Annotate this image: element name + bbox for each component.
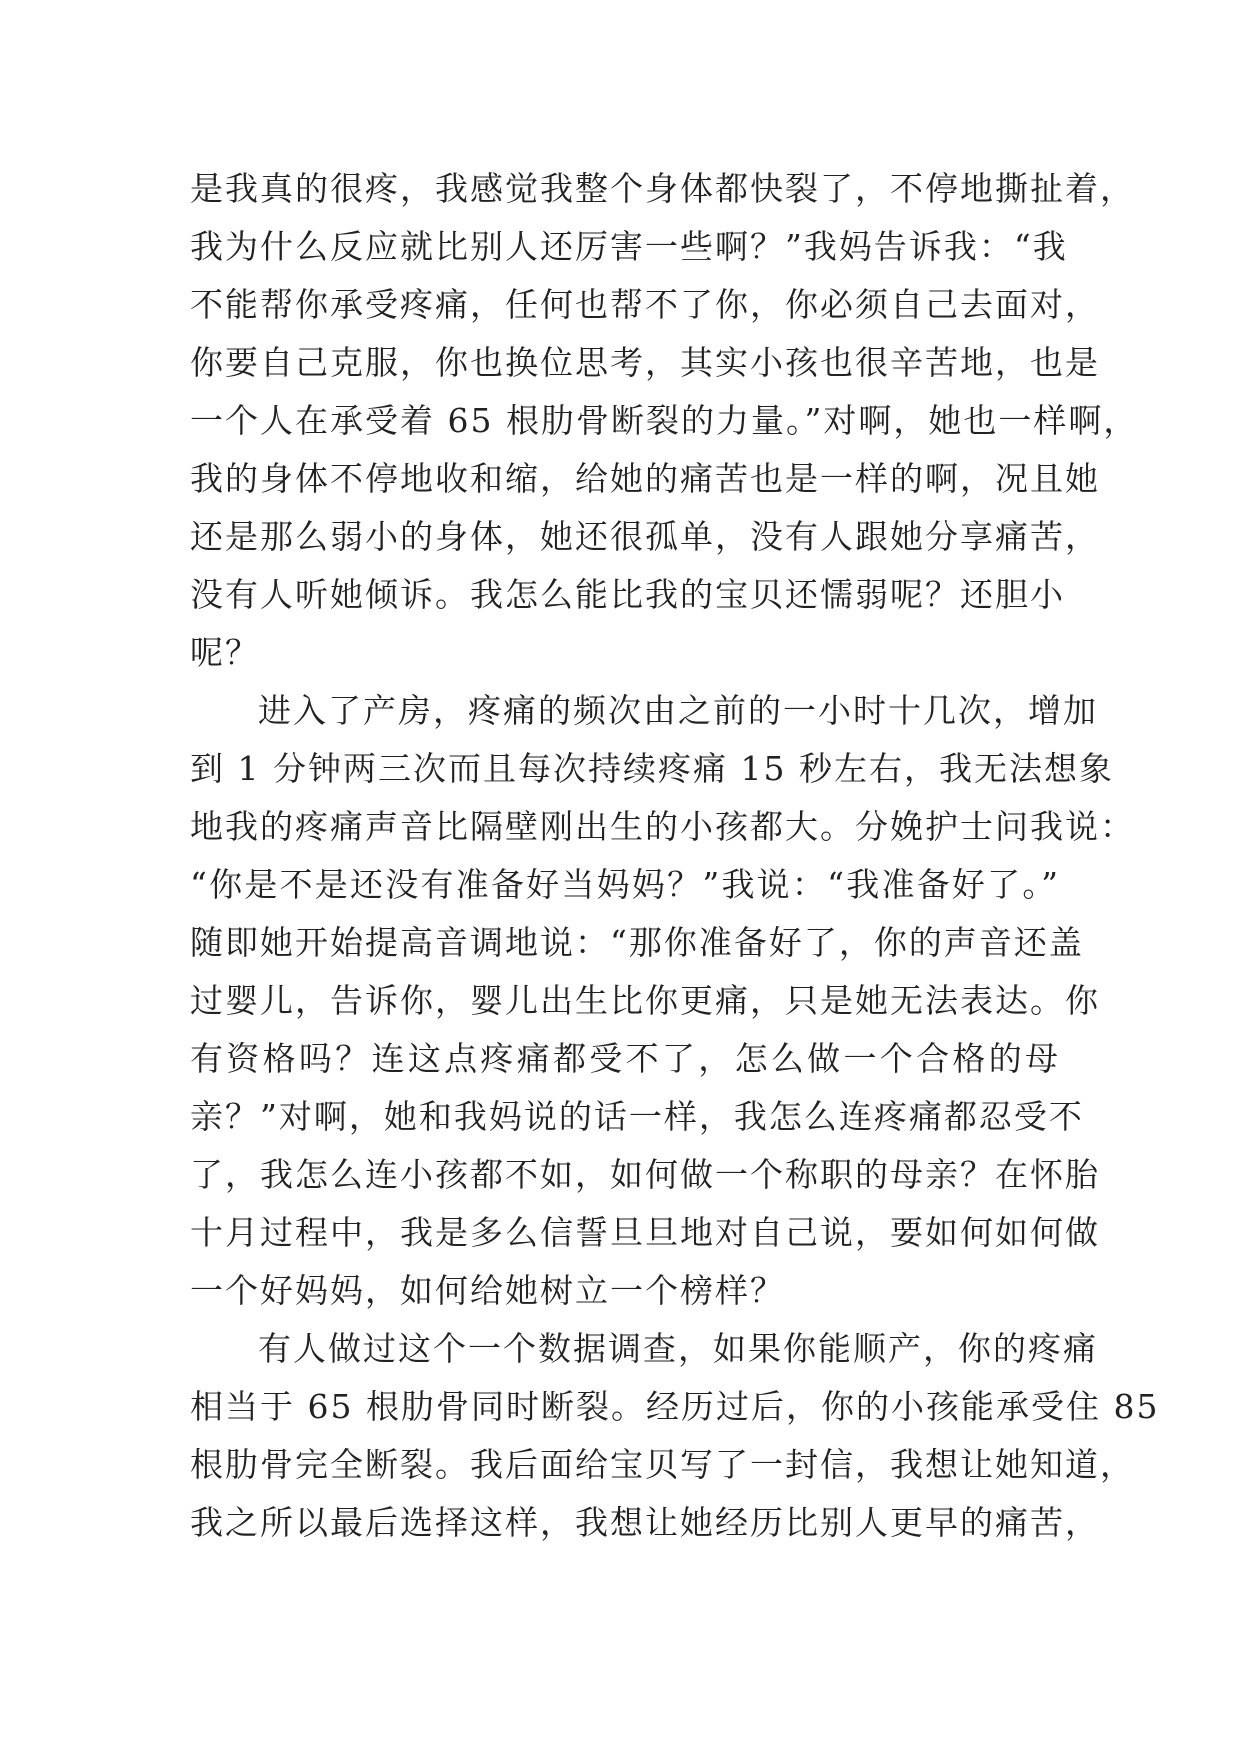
text-line: 随即她开始提高音调地说：“那你准备好了，你的声音还盖 (190, 923, 1084, 962)
text-line: 亲？”对啊，她和我妈说的话一样，我怎么连疼痛都忍受不 (190, 1097, 1084, 1136)
paragraph-first-line: 有人做过这个一个数据调查，如果你能顺产，你的疼痛 (258, 1329, 1098, 1368)
text-line: 相当于 65 根肋骨同时断裂。经历过后，你的小孩能承受住 85 (190, 1387, 1160, 1426)
text-line: 你要自己克服，你也换位思考，其实小孩也很辛苦地，也是 (190, 343, 1100, 382)
text-line: 有资格吗？连这点疼痛都受不了，怎么做一个合格的母 (190, 1039, 1060, 1078)
text-line: 十月过程中，我是多么信誓旦旦地对自己说，要如何如何做 (190, 1213, 1100, 1252)
body-text (190, 160, 1160, 1552)
text-line: 没有人听她倾诉。我怎么能比我的宝贝还懦弱呢？还胆小 (190, 575, 1065, 614)
text-line: 我之所以最后选择这样，我想让她经历比别人更早的痛苦， (190, 1503, 1100, 1542)
text-line: “你是不是还没有准备好当妈妈？”我说：“我准备好了。” (190, 865, 1060, 904)
paragraph-first-line: 进入了产房，疼痛的频次由之前的一小时十几次，增加 (258, 691, 1098, 730)
text-line: 还是那么弱小的身体，她还很孤单，没有人跟她分享痛苦， (190, 517, 1100, 556)
text-line: 根肋骨完全断裂。我后面给宝贝写了一封信，我想让她知道， (190, 1445, 1135, 1484)
text-line: 一个人在承受着 65 根肋骨断裂的力量。”对啊，她也一样啊， (190, 401, 1139, 440)
text-line: 是我真的很疼，我感觉我整个身体都快裂了，不停地撕扯着， (190, 169, 1135, 208)
text-line: 我为什么反应就比别人还厉害一些啊？”我妈告诉我：“我 (190, 227, 1068, 266)
text-line: 不能帮你承受疼痛，任何也帮不了你，你必须自己去面对， (190, 285, 1100, 324)
text-line: 地我的疼痛声音比隔壁刚出生的小孩都大。分娩护士问我说： (190, 807, 1135, 846)
text-line: 了，我怎么连小孩都不如，如何做一个称职的母亲？在怀胎 (190, 1155, 1100, 1194)
text-line: 一个好妈妈，如何给她树立一个榜样？ (190, 1271, 785, 1310)
text-line: 我的身体不停地收和缩，给她的痛苦也是一样的啊，况且她 (190, 459, 1100, 498)
text-line: 到 1 分钟两三次而且每次持续疼痛 15 秒左右，我无法想象 (190, 749, 1114, 788)
text-line: 过婴儿，告诉你，婴儿出生比你更痛，只是她无法表达。你 (190, 981, 1100, 1020)
text-line: 呢？ (190, 633, 260, 672)
